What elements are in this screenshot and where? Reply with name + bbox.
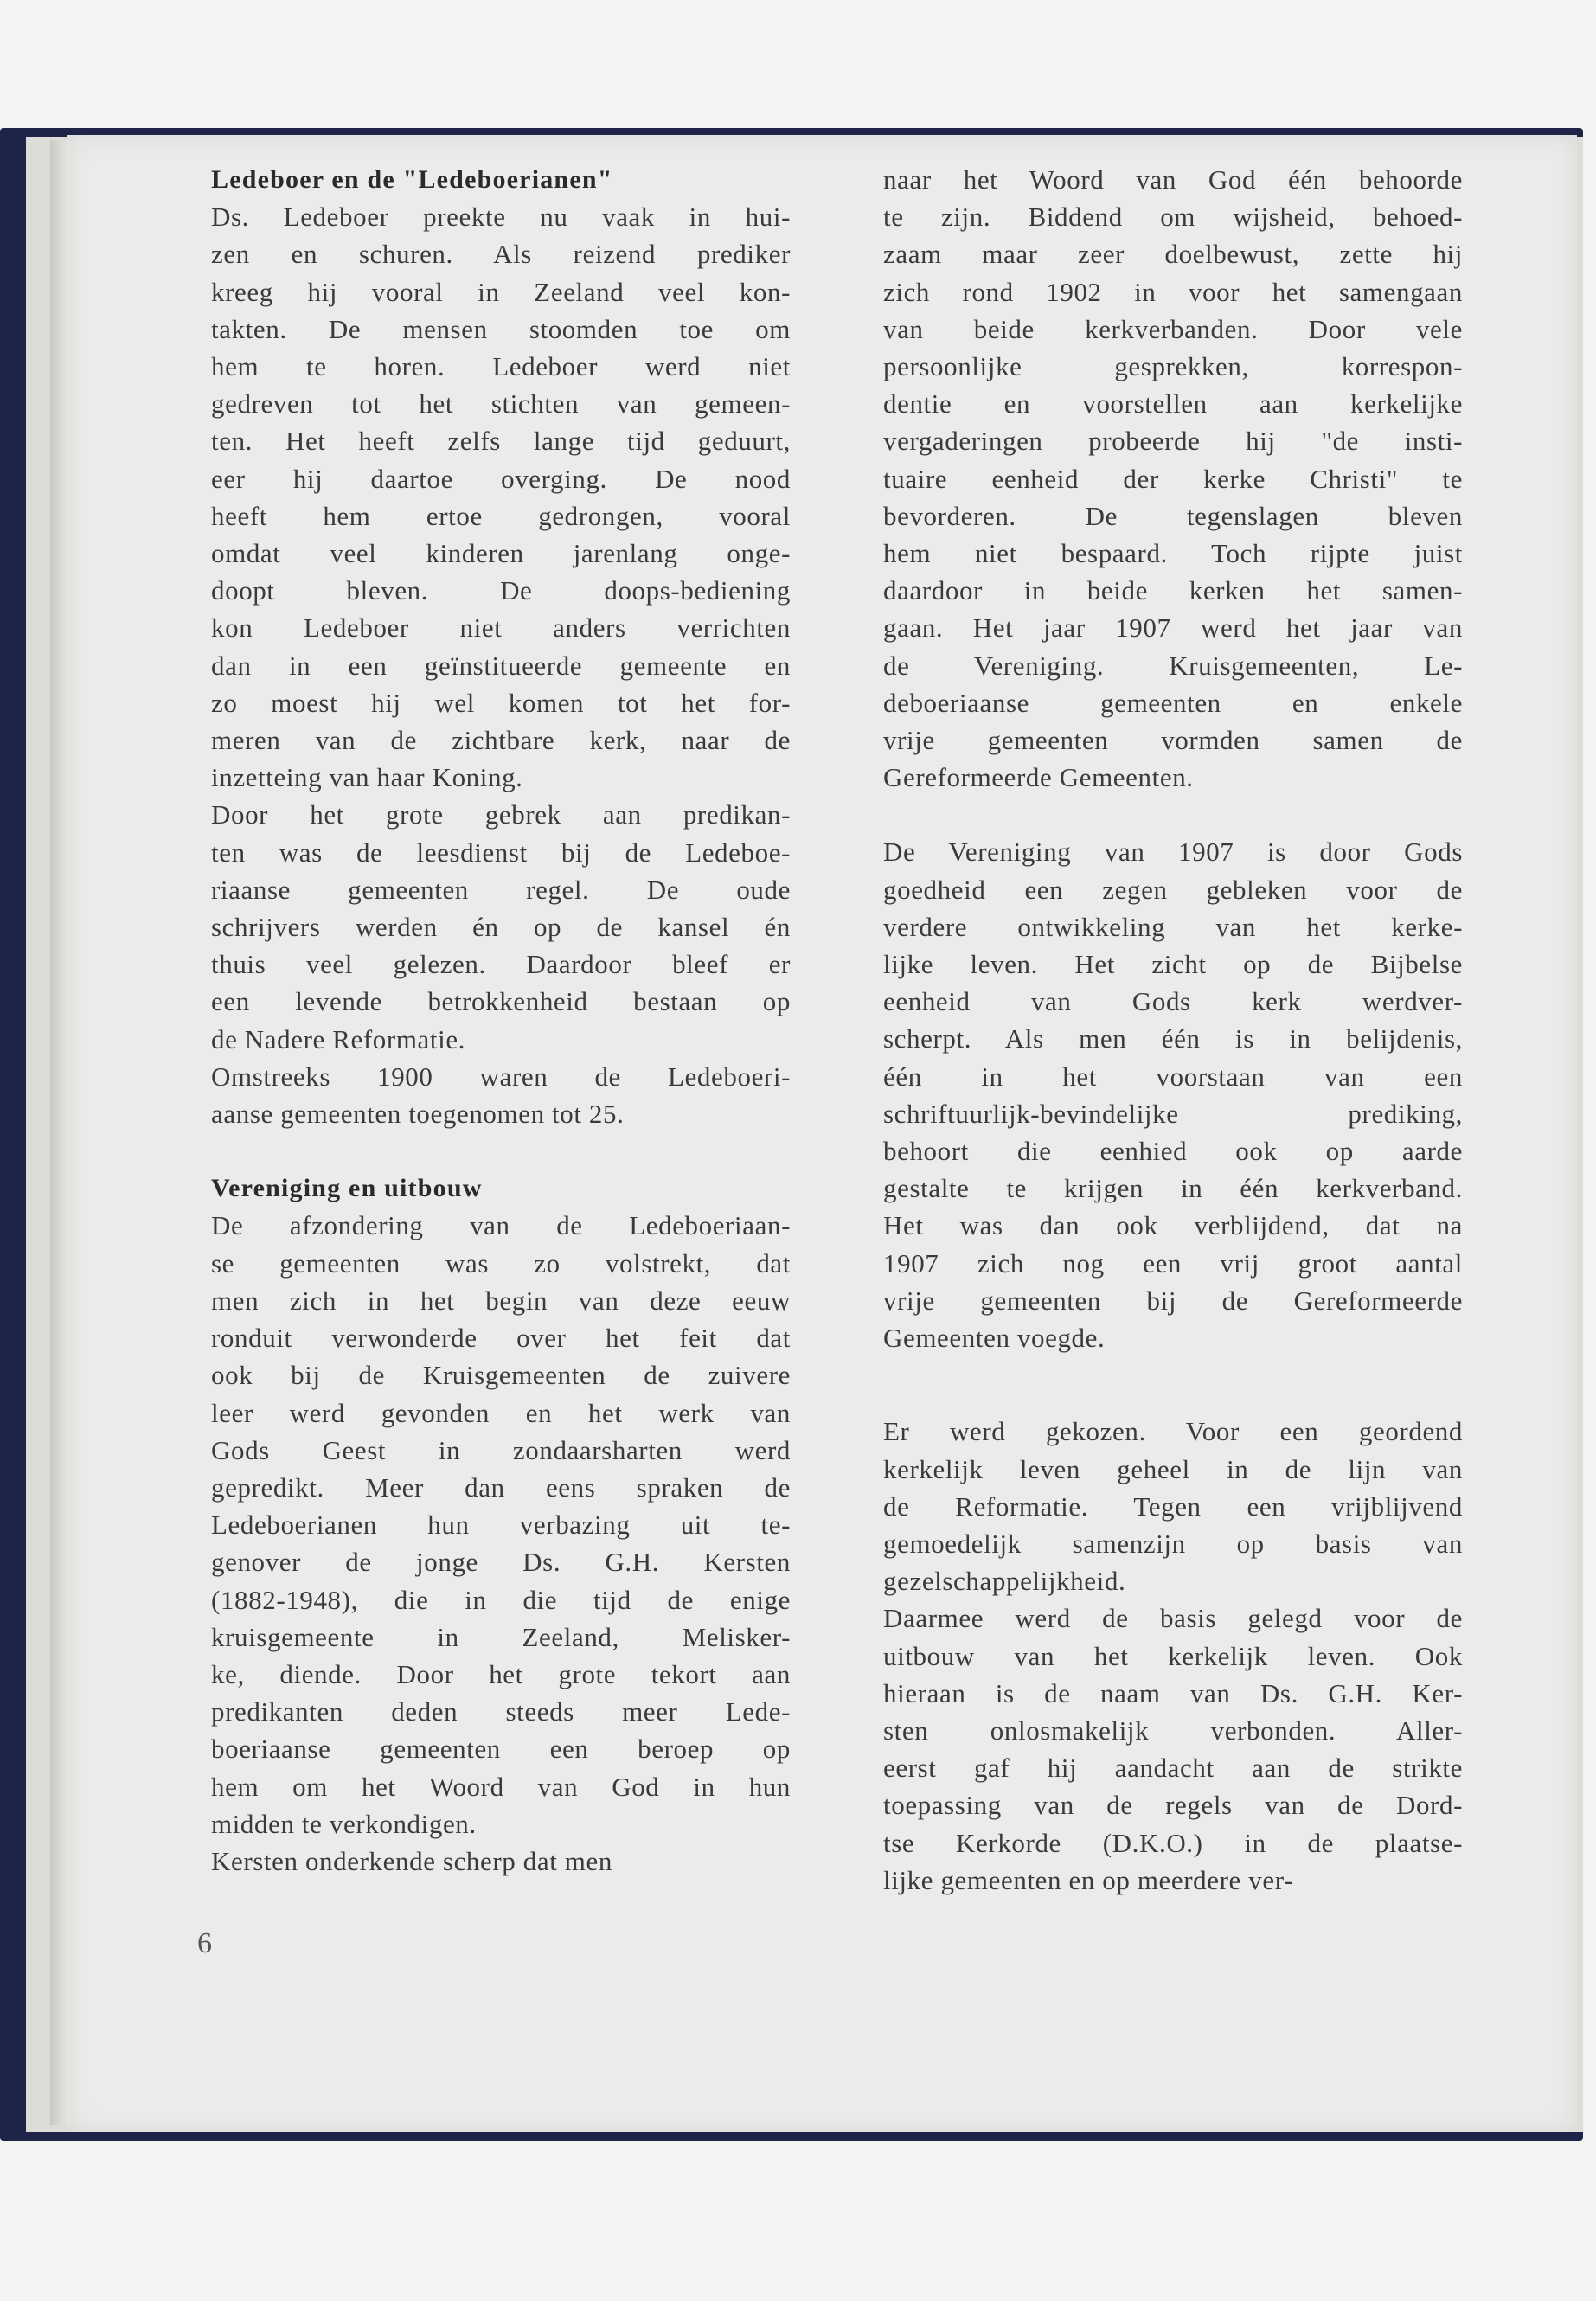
section-body-ledeboer [211,198,791,1132]
text-line: doopt bleven. De doops-bediening [211,575,791,606]
text-line: genover de jonge Ds. G.H. Kersten [211,1547,791,1578]
paragraph-gap [883,1356,1463,1394]
text-line: kreeg hij vooral in Zeeland veel kon- [211,276,791,307]
text-line: dan in een geïnstitueerde gemeente en [211,650,791,681]
text-line: scherpt. Als men één is in belijdenis, [883,1023,1463,1054]
paragraph-gap [883,1394,1463,1413]
text-line: Gods Geest in zondaarsharten werd [211,1434,791,1465]
text-line: heeft hem ertoe gedrongen, vooral [211,500,791,531]
text-line: hem niet bespaard. Toch rijpte juist [883,538,1463,569]
text-line: Daarmee werd de basis gelegd voor de [883,1603,1463,1634]
text-line: zo moest hij wel komen tot het for- [211,687,791,718]
text-line: Ledeboerianen hun verbazing uit te- [211,1509,791,1541]
text-line: takten. De mensen stoomden toe om [211,313,791,344]
text-line: kerkelijk leven geheel in de lijn van [883,1453,1463,1484]
text-line: hieraan is de naam van Ds. G.H. Ker- [883,1677,1463,1708]
text-line: De afzondering van de Ledeboeriaan- [211,1210,791,1241]
text-line: (1882-1948), die in die tijd de enige [211,1584,791,1615]
text-line: ten. Het heeft zelfs lange tijd geduurt, [211,426,791,457]
text-line: gedreven tot het stichten van gemeen- [211,388,791,420]
text-line: Ds. Ledeboer preekte nu vaak in hui- [211,202,791,233]
text-line: kon Ledeboer niet anders verrichten [211,612,791,644]
text-line: goedheid een zegen gebleken voor de [883,874,1463,905]
text-line: schriftuurlijk-bevindelijke prediking, [883,1098,1463,1129]
text-line: naar het Woord van God één behoorde [883,164,1463,195]
text-line: vergaderingen probeerde hij "de insti- [883,426,1463,457]
text-line: ten was de leesdienst bij de Ledeboe- [211,836,791,868]
text-line: van beide kerkverbanden. Door vele [883,313,1463,344]
text-line: zen en schuren. Als reizend prediker [211,239,791,270]
text-line: Kersten onderkende scherp dat men [211,1845,612,1876]
text-line: kruisgemeente in Zeeland, Melisker- [211,1621,791,1652]
text-line: midden te verkondigen. [211,1808,477,1839]
text-line: lijke gemeenten en op meerdere ver- [883,1864,1293,1895]
text-line: Omstreeks 1900 waren de Ledeboeri- [211,1061,791,1092]
text-line: tse Kerkorde (D.K.O.) in de plaatse- [883,1827,1463,1858]
text-line: Er werd gekozen. Voor een geordend [883,1416,1463,1447]
text-line: bevorderen. De tegenslagen bleven [883,500,1463,531]
text-line: uitbouw van het kerkelijk leven. Ook [883,1640,1463,1671]
text-line: zaam maar zeer doelbewust, zette hij [883,239,1463,270]
text-line: de Nadere Reformatie. [211,1023,466,1054]
text-line: gezelschappelijkheid. [883,1566,1126,1597]
text-line: tuaire eenheid der kerke Christi" te [883,463,1463,494]
text-line: boeriaanse gemeenten een beroep op [211,1734,791,1765]
text-line: verdere ontwikkeling van het kerke- [883,911,1463,942]
text-line: een levende betrokkenheid bestaan op [211,986,791,1017]
text-line: sten onlosmakelijk verbonden. Aller- [883,1715,1463,1746]
text-line: één in het voorstaan van een [883,1061,1463,1092]
text-line: zich rond 1902 in voor het samengaan [883,276,1463,307]
text-line: daardoor in beide kerken het samen- [883,575,1463,606]
text-line: vrije gemeenten bij de Gereformeerde [883,1285,1463,1316]
section-heading-ledeboer: Ledeboer en de "Ledeboerianen" [211,165,613,194]
text-line: hem te horen. Ledeboer werd niet [211,351,791,382]
text-line: de Vereniging. Kruisgemeenten, Le- [883,650,1463,681]
text-line: eerst gaf hij aandacht aan de strikte [883,1753,1463,1784]
right-block-1 [883,161,1463,796]
text-line: toepassing van de regels van de Dord- [883,1790,1463,1821]
text-line: gepredikt. Meer dan eens spraken de [211,1471,791,1503]
text-line: schrijvers werden én op de kansel én [211,912,791,943]
text-line: ook bij de Kruisgemeenten de zuivere [211,1360,791,1391]
section-body-vereniging [211,1207,791,1880]
text-line: gemoedelijk samenzijn op basis van [883,1528,1463,1559]
text-line: Gereformeerde Gemeenten. [883,762,1194,793]
text-line: behoort die eenhied ook op aarde [883,1136,1463,1167]
text-line: lijke leven. Het zicht op de Bijbelse [883,949,1463,980]
text-line: aanse gemeenten toegenomen tot 25. [211,1099,625,1130]
text-line: 1907 zich nog een vrij groot aantal [883,1247,1463,1279]
text-line: Gemeenten voegde. [883,1323,1106,1354]
text-line: Door het grote gebrek aan predikan- [211,799,791,830]
text-line: riaanse gemeenten regel. De oude [211,874,791,905]
text-line: De Vereniging van 1907 is door Gods [883,836,1463,868]
text-line: men zich in het begin van deze eeuw [211,1285,791,1316]
text-line: persoonlijke gesprekken, korrespon- [883,351,1463,382]
paragraph-gap [211,1132,791,1170]
text-line: dentie en voorstellen aan kerkelijke [883,388,1463,420]
text-line: vrije gemeenten vormden samen de [883,725,1463,756]
text-line: se gemeenten was zo volstrekt, dat [211,1247,791,1279]
text-line: omdat veel kinderen jarenlang onge- [211,538,791,569]
scan-background-top [0,0,1596,130]
text-line: ke, diende. Door het grote tekort aan [211,1658,791,1689]
text-line: ronduit verwonderde over het feit dat [211,1323,791,1354]
text-line: Het was dan ook verblijdend, dat na [883,1210,1463,1241]
page-edge-shadow [50,140,69,2125]
text-line: predikanten deden steeds meer Lede- [211,1696,791,1727]
left-column [211,161,791,1880]
text-line: hem om het Woord van God in hun [211,1771,791,1802]
right-block-2 [883,833,1463,1356]
text-line: thuis veel gelezen. Daardoor bleef er [211,949,791,980]
text-line: de Reformatie. Tegen een vrijblijvend [883,1490,1463,1522]
text-line: inzetteing van haar Koning. [211,762,523,793]
right-column [883,161,1463,1899]
text-line: te zijn. Biddend om wijsheid, behoed- [883,202,1463,233]
text-line: meren van de zichtbare kerk, naar de [211,725,791,756]
right-block-3 [883,1413,1463,1899]
text-line: eer hij daartoe overging. De nood [211,463,791,494]
text-line: leer werd gevonden en het werk van [211,1397,791,1428]
scan-background-bottom [0,2141,1596,2301]
text-line: gaan. Het jaar 1907 werd het jaar van [883,612,1463,644]
text-line: eenheid van Gods kerk werdver- [883,986,1463,1017]
section-heading-vereniging: Vereniging en uitbouw [211,1174,483,1203]
paragraph-gap [883,796,1463,833]
text-line: deboeriaanse gemeenten en enkele [883,687,1463,718]
text-line: gestalte te krijgen in één kerkverband. [883,1173,1463,1204]
page-number: 6 [197,1927,212,1959]
